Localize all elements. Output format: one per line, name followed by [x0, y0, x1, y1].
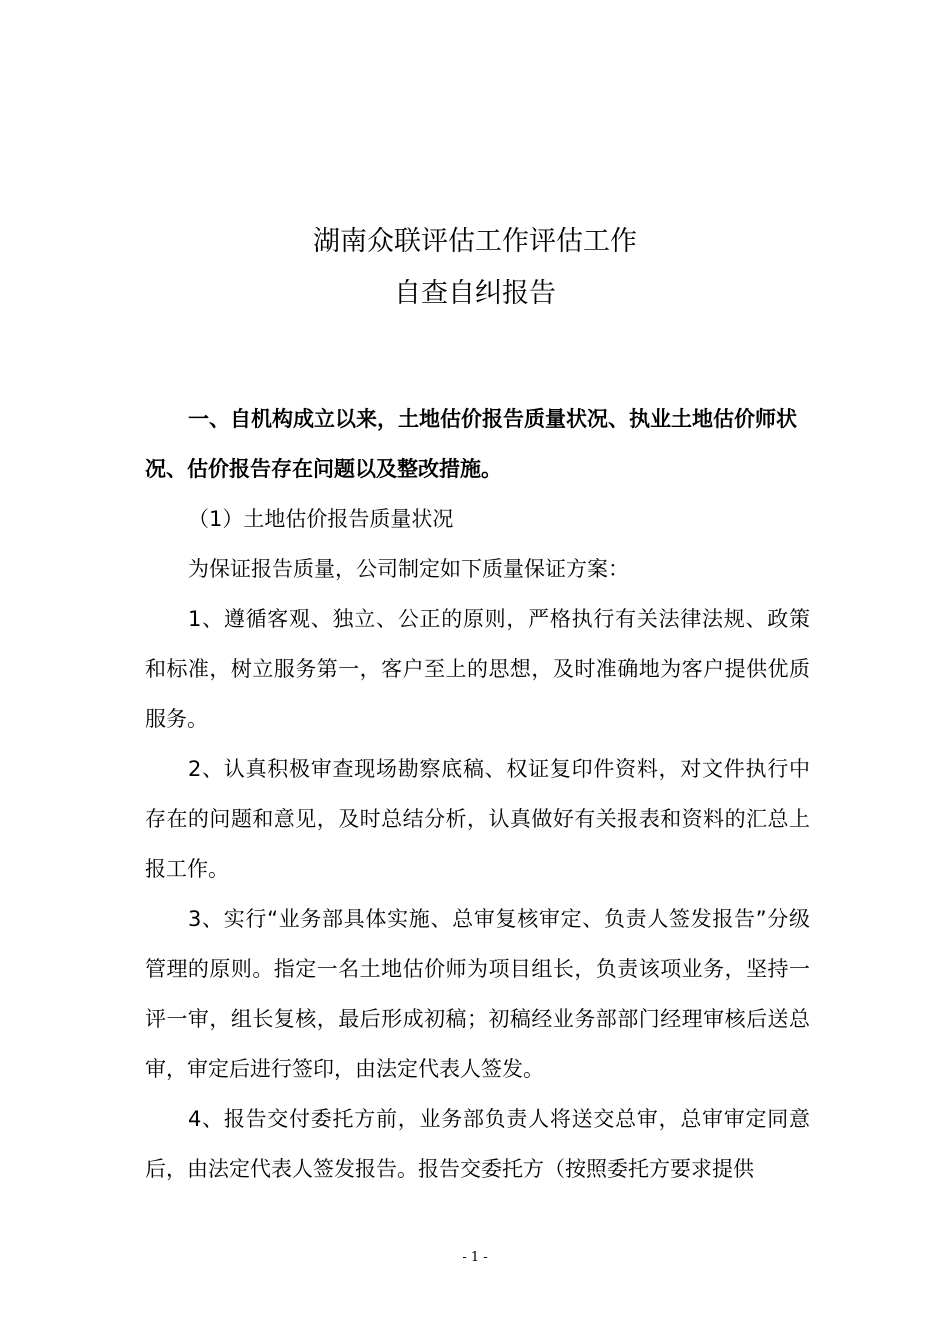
section-heading: 一、自机构成立以来，土地估价报告质量状况、执业土地估价师状况、估价报告存在问题以及整改措施。: [145, 407, 797, 481]
list-item-1: 1、遵循客观、独立、公正的原则，严格执行有关法律法规、政策和标准，树立服务第一，客户至上的思想，及时准确地为客户提供优质服务。: [145, 607, 810, 731]
intro-paragraph: 为保证报告质量，公司制定如下质量保证方案：: [188, 557, 629, 581]
document-title-line-1: 湖南众联评估工作评估工作: [313, 226, 637, 257]
page-number: - 1 -: [462, 1250, 488, 1265]
list-item-4: 4、报告交付委托方前，业务部负责人将送交总审，总审审定同意后，由法定代表人签发报告。报告交委托方（按照委托方要求提供: [145, 1107, 810, 1181]
subsection-heading: （1）土地估价报告质量状况: [188, 507, 454, 531]
list-item-3: 3、实行“业务部具体实施、总审复核审定、负责人签发报告”分级管理的原则。指定一名土地估价师为项目组长，负责该项业务，坚持一评一审，组长复核，最后形成初稿；初稿经业务部部门经理审核后送总审，审定后进行签印，由法定代表人签发。: [145, 907, 810, 1081]
list-item-2: 2、认真积极审查现场勘察底稿、权证复印件资料，对文件执行中存在的问题和意见，及时总结分析，认真做好有关报表和资料的汇总上报工作。: [145, 757, 810, 881]
document-title-line-2: 自查自纠报告: [394, 278, 556, 309]
